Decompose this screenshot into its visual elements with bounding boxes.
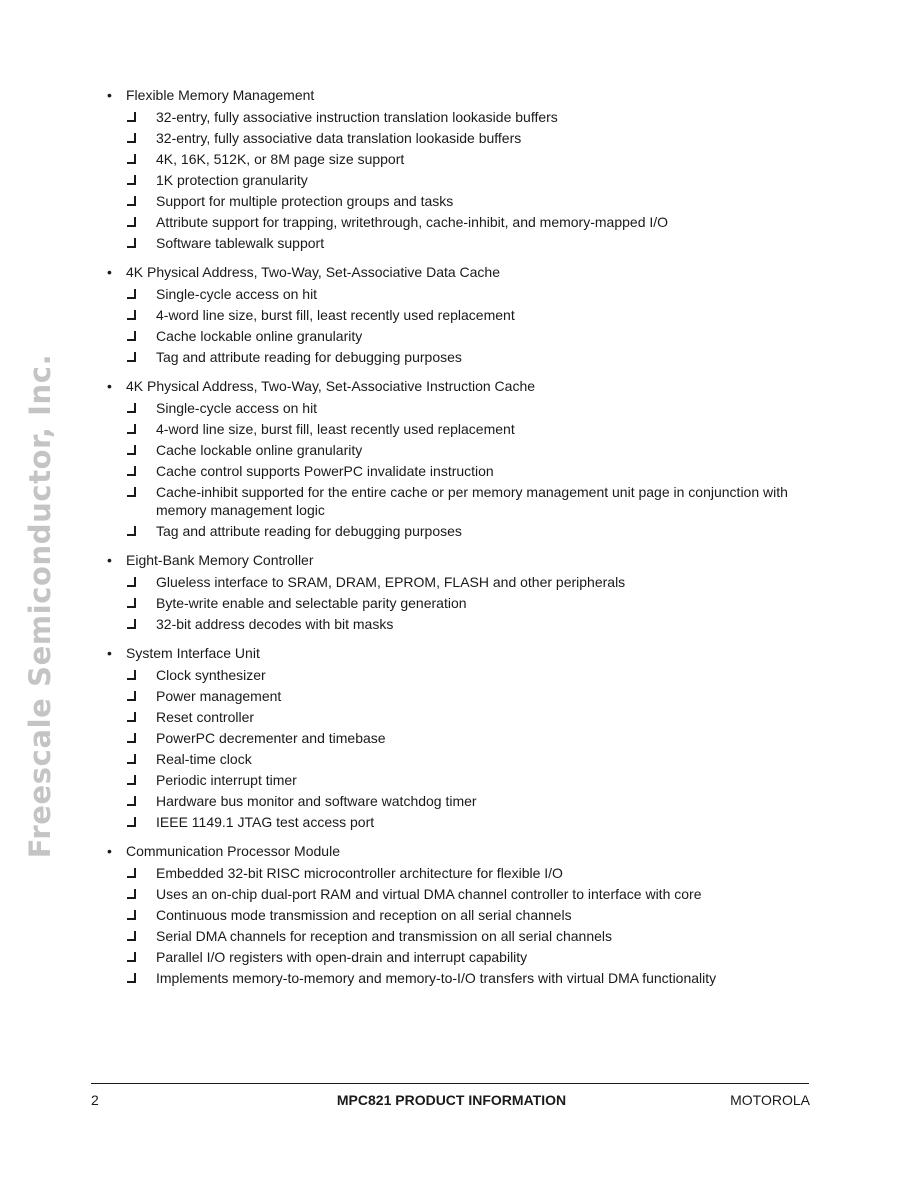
checkbox-bullet-icon: [127, 112, 136, 122]
list-item: [105, 771, 825, 789]
list-item: [105, 150, 825, 168]
list-item: [105, 108, 825, 126]
list-item: [105, 399, 825, 417]
feature-items: [105, 108, 825, 252]
checkbox-bullet-icon: [127, 466, 136, 476]
bullet-icon: •: [107, 264, 112, 280]
checkbox-bullet-icon: [127, 331, 136, 341]
list-item-text: Serial DMA channels for reception and transmission on all serial channels: [156, 928, 613, 944]
list-item-text: Cache lockable online granularity: [156, 442, 363, 458]
list-item: [105, 708, 825, 726]
list-item-text: Clock synthesizer: [156, 667, 266, 683]
list-item-text: Power management: [156, 688, 282, 704]
section-heading-text: 4K Physical Address, Two-Way, Set-Associative Data Cache: [126, 264, 501, 280]
checkbox-bullet-icon: [127, 754, 136, 764]
section-heading: [105, 377, 825, 395]
checkbox-bullet-icon: [127, 352, 136, 362]
list-item-text: Cache lockable online granularity: [156, 328, 363, 344]
checkbox-bullet-icon: [127, 889, 136, 899]
list-item-text: Embedded 32-bit RISC microcontroller architecture for flexible I/O: [156, 865, 563, 881]
checkbox-bullet-icon: [127, 289, 136, 299]
checkbox-bullet-icon: [127, 424, 136, 434]
side-watermark: Freescale Semiconductor, Inc.: [23, 353, 57, 859]
checkbox-bullet-icon: [127, 817, 136, 827]
section-heading-text: Eight-Bank Memory Controller: [126, 552, 314, 568]
list-item: [105, 906, 825, 924]
list-item: [105, 969, 825, 987]
list-item-text: Continuous mode transmission and reception on all serial channels: [156, 907, 572, 923]
checkbox-bullet-icon: [127, 691, 136, 701]
list-item: [105, 615, 825, 633]
list-item: [105, 687, 825, 705]
section-heading-text: 4K Physical Address, Two-Way, Set-Associative Instruction Cache: [126, 378, 536, 394]
checkbox-bullet-icon: [127, 310, 136, 320]
checkbox-bullet-icon: [127, 619, 136, 629]
section-heading: [105, 86, 825, 104]
feature-items: [105, 573, 825, 633]
section-heading-text: System Interface Unit: [126, 645, 260, 661]
checkbox-bullet-icon: [127, 733, 136, 743]
list-item-text: Byte-write enable and selectable parity generation: [156, 595, 467, 611]
feature-section: [105, 86, 825, 252]
page-number: 2: [91, 1092, 99, 1108]
list-item-text: Support for multiple protection groups and tasks: [156, 193, 454, 209]
checkbox-bullet-icon: [127, 598, 136, 608]
bullet-icon: •: [107, 378, 112, 394]
list-item-text: 32-bit address decodes with bit masks: [156, 616, 394, 632]
checkbox-bullet-icon: [127, 712, 136, 722]
bullet-icon: •: [107, 645, 112, 661]
checkbox-bullet-icon: [127, 487, 136, 497]
list-item-text: Periodic interrupt timer: [156, 772, 297, 788]
feature-items: [105, 666, 825, 831]
feature-list: [105, 86, 825, 998]
list-item: [105, 306, 825, 324]
list-item-text: Uses an on-chip dual-port RAM and virtual DMA channel controller to interface with core: [156, 886, 702, 902]
feature-section: [105, 842, 825, 987]
list-item: [105, 441, 825, 459]
list-item: [105, 927, 825, 945]
checkbox-bullet-icon: [127, 796, 136, 806]
list-item-text: Cache control supports PowerPC invalidate instruction: [156, 463, 494, 479]
list-item-text: Real-time clock: [156, 751, 252, 767]
list-item-text: 32-entry, fully associative data translation lookaside buffers: [156, 130, 522, 146]
section-heading: [105, 551, 825, 569]
list-item: [105, 483, 825, 519]
list-item: [105, 594, 825, 612]
bullet-icon: •: [107, 843, 112, 859]
section-heading-text: Flexible Memory Management: [126, 87, 315, 103]
list-item: [105, 462, 825, 480]
checkbox-bullet-icon: [127, 526, 136, 536]
list-item: [105, 129, 825, 147]
checkbox-bullet-icon: [127, 403, 136, 413]
list-item: [105, 729, 825, 747]
bullet-icon: •: [107, 552, 112, 568]
list-item: [105, 234, 825, 252]
list-item: [105, 327, 825, 345]
list-item: [105, 213, 825, 231]
feature-section: [105, 263, 825, 366]
checkbox-bullet-icon: [127, 931, 136, 941]
list-item-text: Tag and attribute reading for debugging purposes: [156, 349, 462, 365]
list-item-text: 32-entry, fully associative instruction translation lookaside buffers: [156, 109, 558, 125]
footer-divider: [91, 1083, 809, 1084]
feature-items: [105, 399, 825, 540]
list-item: [105, 885, 825, 903]
feature-items: [105, 864, 825, 987]
list-item-text: Cache-inhibit supported for the entire cache or per memory management unit page in conjunction with memory management logic: [156, 484, 788, 518]
list-item-text: 4-word line size, burst fill, least recently used replacement: [156, 421, 515, 437]
list-item: [105, 285, 825, 303]
checkbox-bullet-icon: [127, 175, 136, 185]
list-item-text: 4-word line size, burst fill, least recently used replacement: [156, 307, 515, 323]
list-item: [105, 348, 825, 366]
checkbox-bullet-icon: [127, 196, 136, 206]
bullet-icon: •: [107, 87, 112, 103]
list-item: [105, 666, 825, 684]
checkbox-bullet-icon: [127, 217, 136, 227]
list-item-text: Software tablewalk support: [156, 235, 325, 251]
list-item: [105, 750, 825, 768]
list-item-text: Tag and attribute reading for debugging purposes: [156, 523, 462, 539]
list-item: [105, 948, 825, 966]
feature-items: [105, 285, 825, 366]
list-item-text: Single-cycle access on hit: [156, 286, 318, 302]
list-item-text: PowerPC decrementer and timebase: [156, 730, 386, 746]
checkbox-bullet-icon: [127, 910, 136, 920]
list-item: [105, 864, 825, 882]
list-item: [105, 192, 825, 210]
list-item: [105, 522, 825, 540]
list-item-text: Attribute support for trapping, writethrough, cache-inhibit, and memory-mapped I/O: [156, 214, 669, 230]
checkbox-bullet-icon: [127, 154, 136, 164]
checkbox-bullet-icon: [127, 577, 136, 587]
checkbox-bullet-icon: [127, 133, 136, 143]
checkbox-bullet-icon: [127, 238, 136, 248]
checkbox-bullet-icon: [127, 670, 136, 680]
checkbox-bullet-icon: [127, 868, 136, 878]
list-item-text: Single-cycle access on hit: [156, 400, 318, 416]
list-item: [105, 792, 825, 810]
list-item-text: Reset controller: [156, 709, 255, 725]
list-item-text: IEEE 1149.1 JTAG test access port: [156, 814, 375, 830]
checkbox-bullet-icon: [127, 952, 136, 962]
checkbox-bullet-icon: [127, 973, 136, 983]
feature-section: [105, 644, 825, 831]
checkbox-bullet-icon: [127, 775, 136, 785]
feature-section: [105, 551, 825, 633]
list-item-text: 4K, 16K, 512K, or 8M page size support: [156, 151, 405, 167]
section-heading: [105, 842, 825, 860]
document-title: MPC821 PRODUCT INFORMATION: [336, 1092, 567, 1108]
list-item: [105, 573, 825, 591]
list-item-text: Parallel I/O registers with open-drain and interrupt capability: [156, 949, 528, 965]
section-heading-text: Communication Processor Module: [126, 843, 340, 859]
checkbox-bullet-icon: [127, 445, 136, 455]
list-item-text: Hardware bus monitor and software watchdog timer: [156, 793, 477, 809]
section-heading: [105, 644, 825, 662]
list-item: [105, 171, 825, 189]
company-name: MOTOROLA: [730, 1092, 810, 1108]
list-item: [105, 813, 825, 831]
list-item: [105, 420, 825, 438]
section-heading: [105, 263, 825, 281]
list-item-text: 1K protection granularity: [156, 172, 308, 188]
list-item-text: Implements memory-to-memory and memory-to-I/O transfers with virtual DMA functionality: [156, 970, 717, 986]
feature-section: [105, 377, 825, 540]
list-item-text: Glueless interface to SRAM, DRAM, EPROM, FLASH and other peripherals: [156, 574, 626, 590]
